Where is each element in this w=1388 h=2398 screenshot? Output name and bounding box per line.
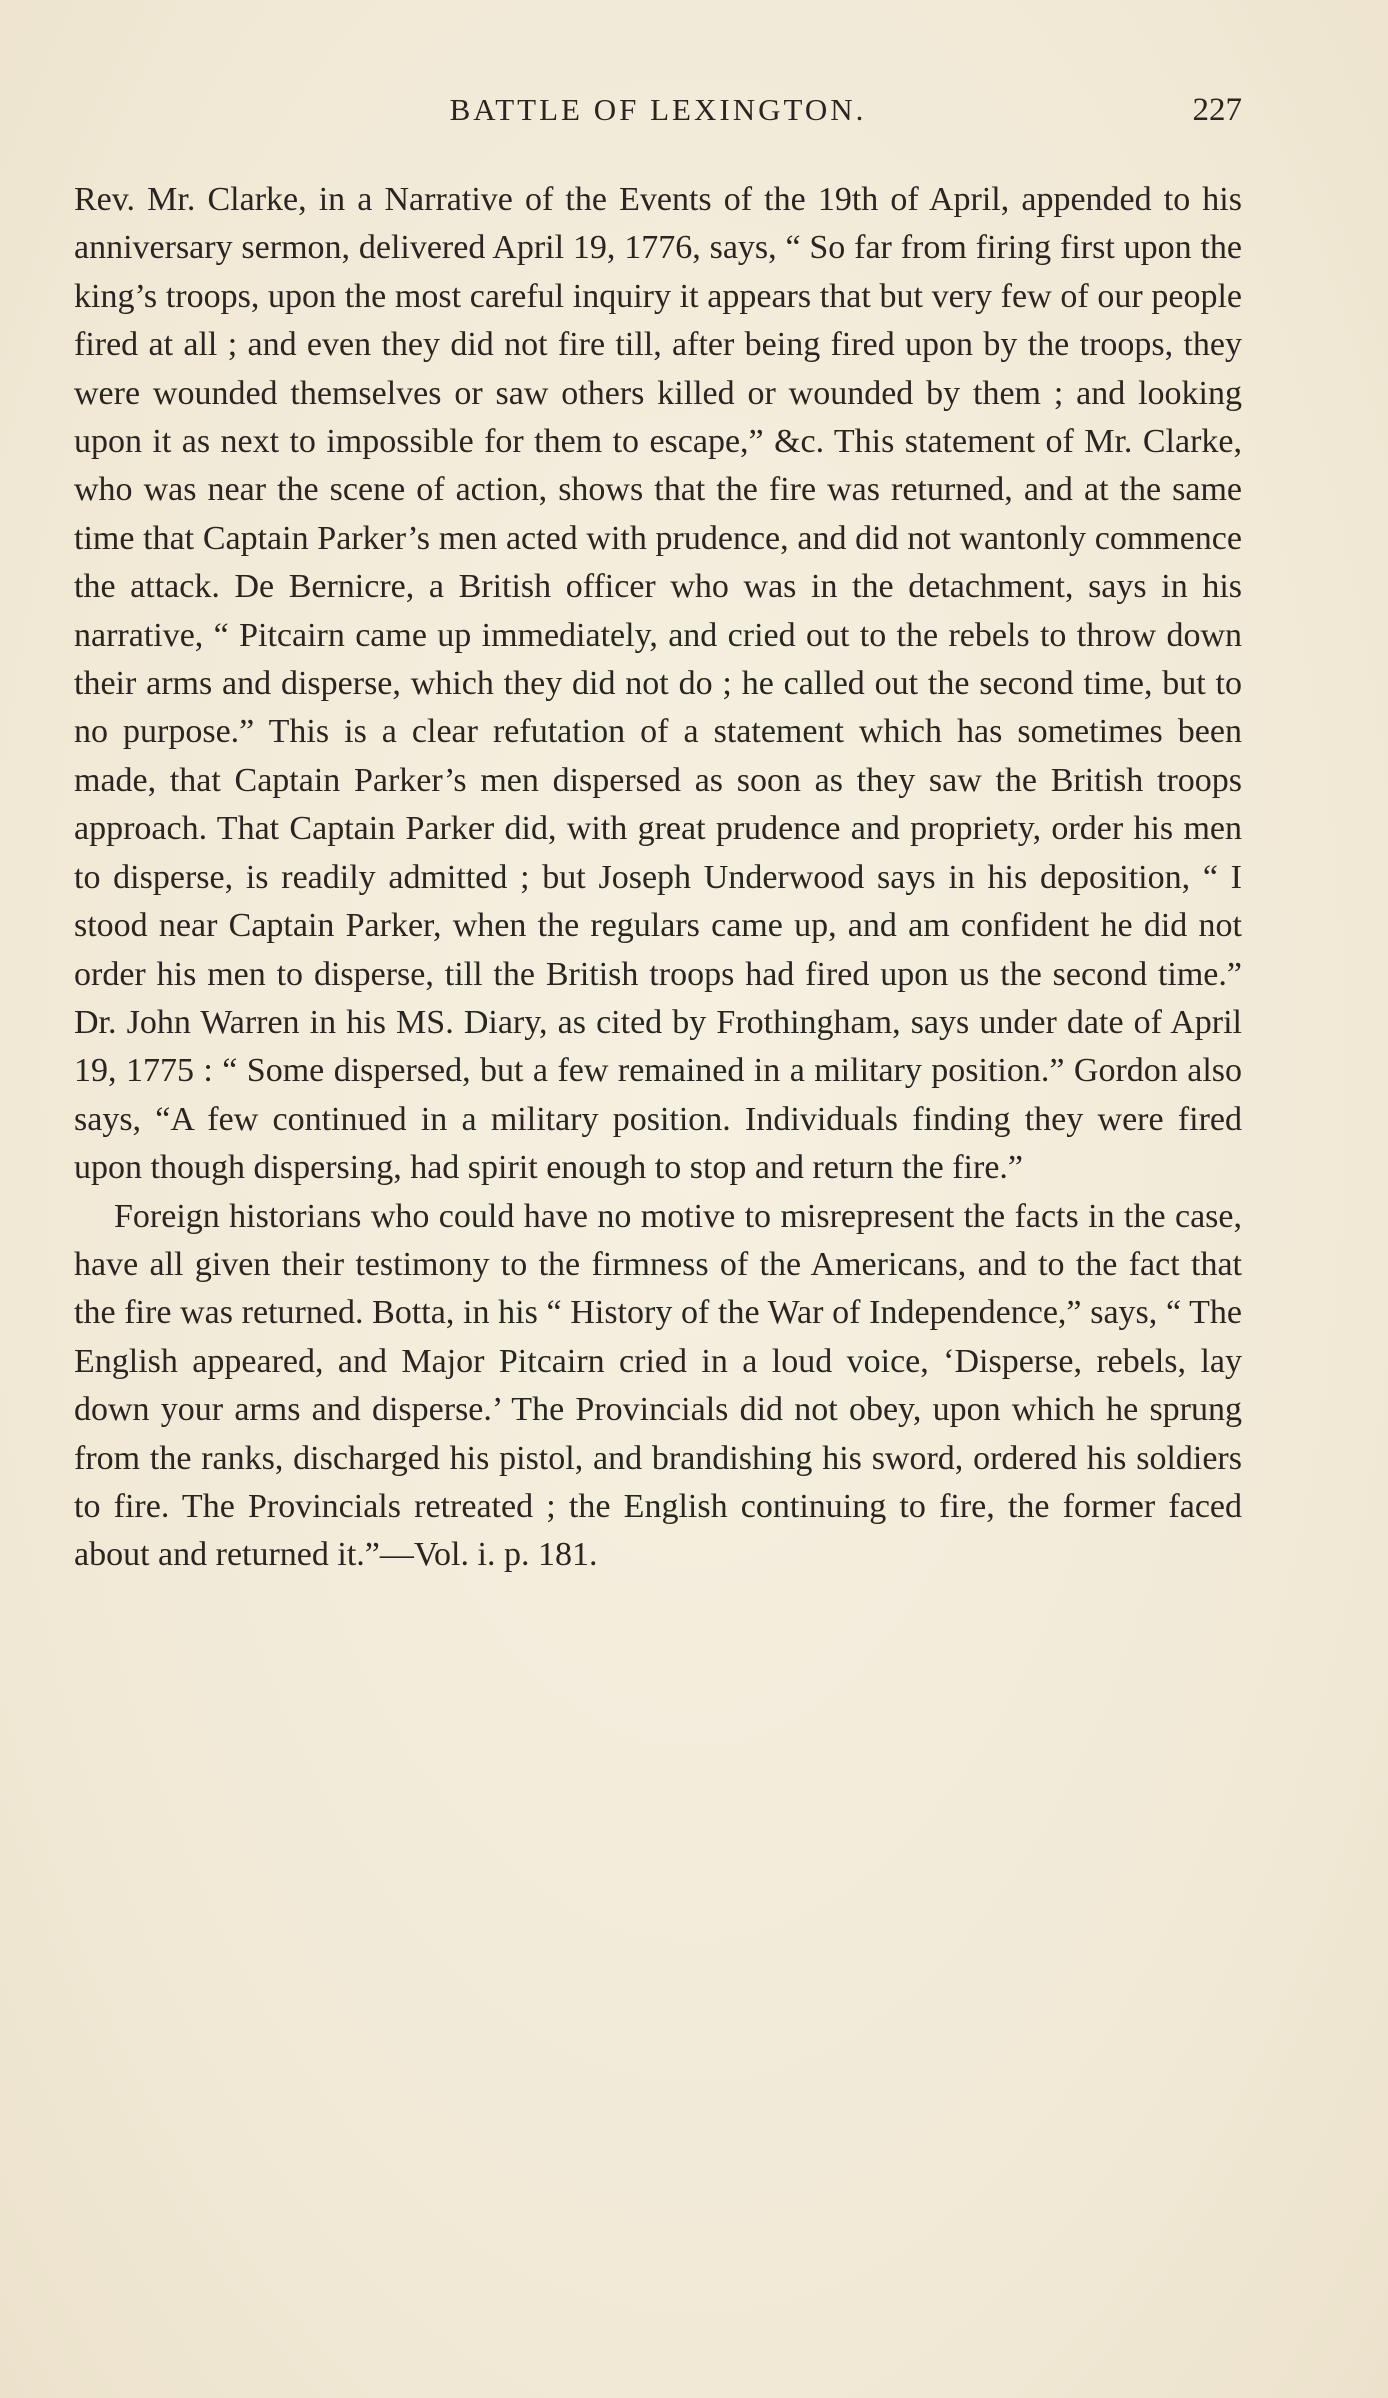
running-header bbox=[74, 88, 1242, 132]
running-title: BATTLE OF LEXINGTON. bbox=[449, 92, 867, 127]
body-text bbox=[74, 176, 1242, 1580]
paragraph-foreign-historians: Foreign historians who could have no motive to misrepresent the facts in the case, have all given their testimony to the firmness of the Americans, and to the fact that the fire was returned. Botta, in his “ History of the War of Independence,” says, “ The English appeared, and Major Pitcairn cried in a loud voice, ‘Disperse, rebels, lay down your arms and disperse.’ The Provincials did not obey, upon which he sprung from the ranks, discharged his pistol, and brandishing his sword, ordered his soldiers to fire. The Provincials retreated ; the English continuing to fire, the former faced about and returned it.”—Vol. i. p. 181. bbox=[74, 1197, 1242, 1574]
paragraph-clarke-narrative: Rev. Mr. Clarke, in a Narrative of the Events of the 19th of April, appended to his anniversary sermon, delivered April 19, 1776, says, “ So far from firing first upon the king’s troops, upon the most careful inquiry it appears that but very few of our people fired at all ; and even they did not fire till, after being fired upon by the troops, they were wounded themselves or saw others killed or wounded by them ; and looking upon it as next to impossible for them to escape,” &c. This statement of Mr. Clarke, who was near the scene of action, shows that the fire was returned, and at the same time that Captain Parker’s men acted with prudence, and did not wantonly commence the attack. De Bernicre, a British officer who was in the detachment, says in his narrative, “ Pitcairn came up immediately, and cried out to the rebels to throw down their arms and disperse, which they did not do ; he called out the second time, but to no purpose.” This is a clear refutation of a statement which has sometimes been made, that Captain Parker’s men dispersed as soon as they saw the British troops approach. That Captain Parker did, with great prudence and propriety, order his men to disperse, is readily admitted ; but Joseph Underwood says in his deposition, “ I stood near Captain Parker, when the regulars came up, and am confident he did not order his men to disperse, till the British troops had fired upon us the second time.” Dr. John Warren in his MS. Diary, as cited by Frothingham, says under date of April 19, 1775 : “ Some dispersed, but a few remained in a military position.” Gordon also says, “A few continued in a military position. Individuals finding they were fired upon though dispersing, had spirit enough to stop and return the fire.” bbox=[74, 181, 1242, 1187]
page-number: 227 bbox=[1192, 92, 1242, 128]
